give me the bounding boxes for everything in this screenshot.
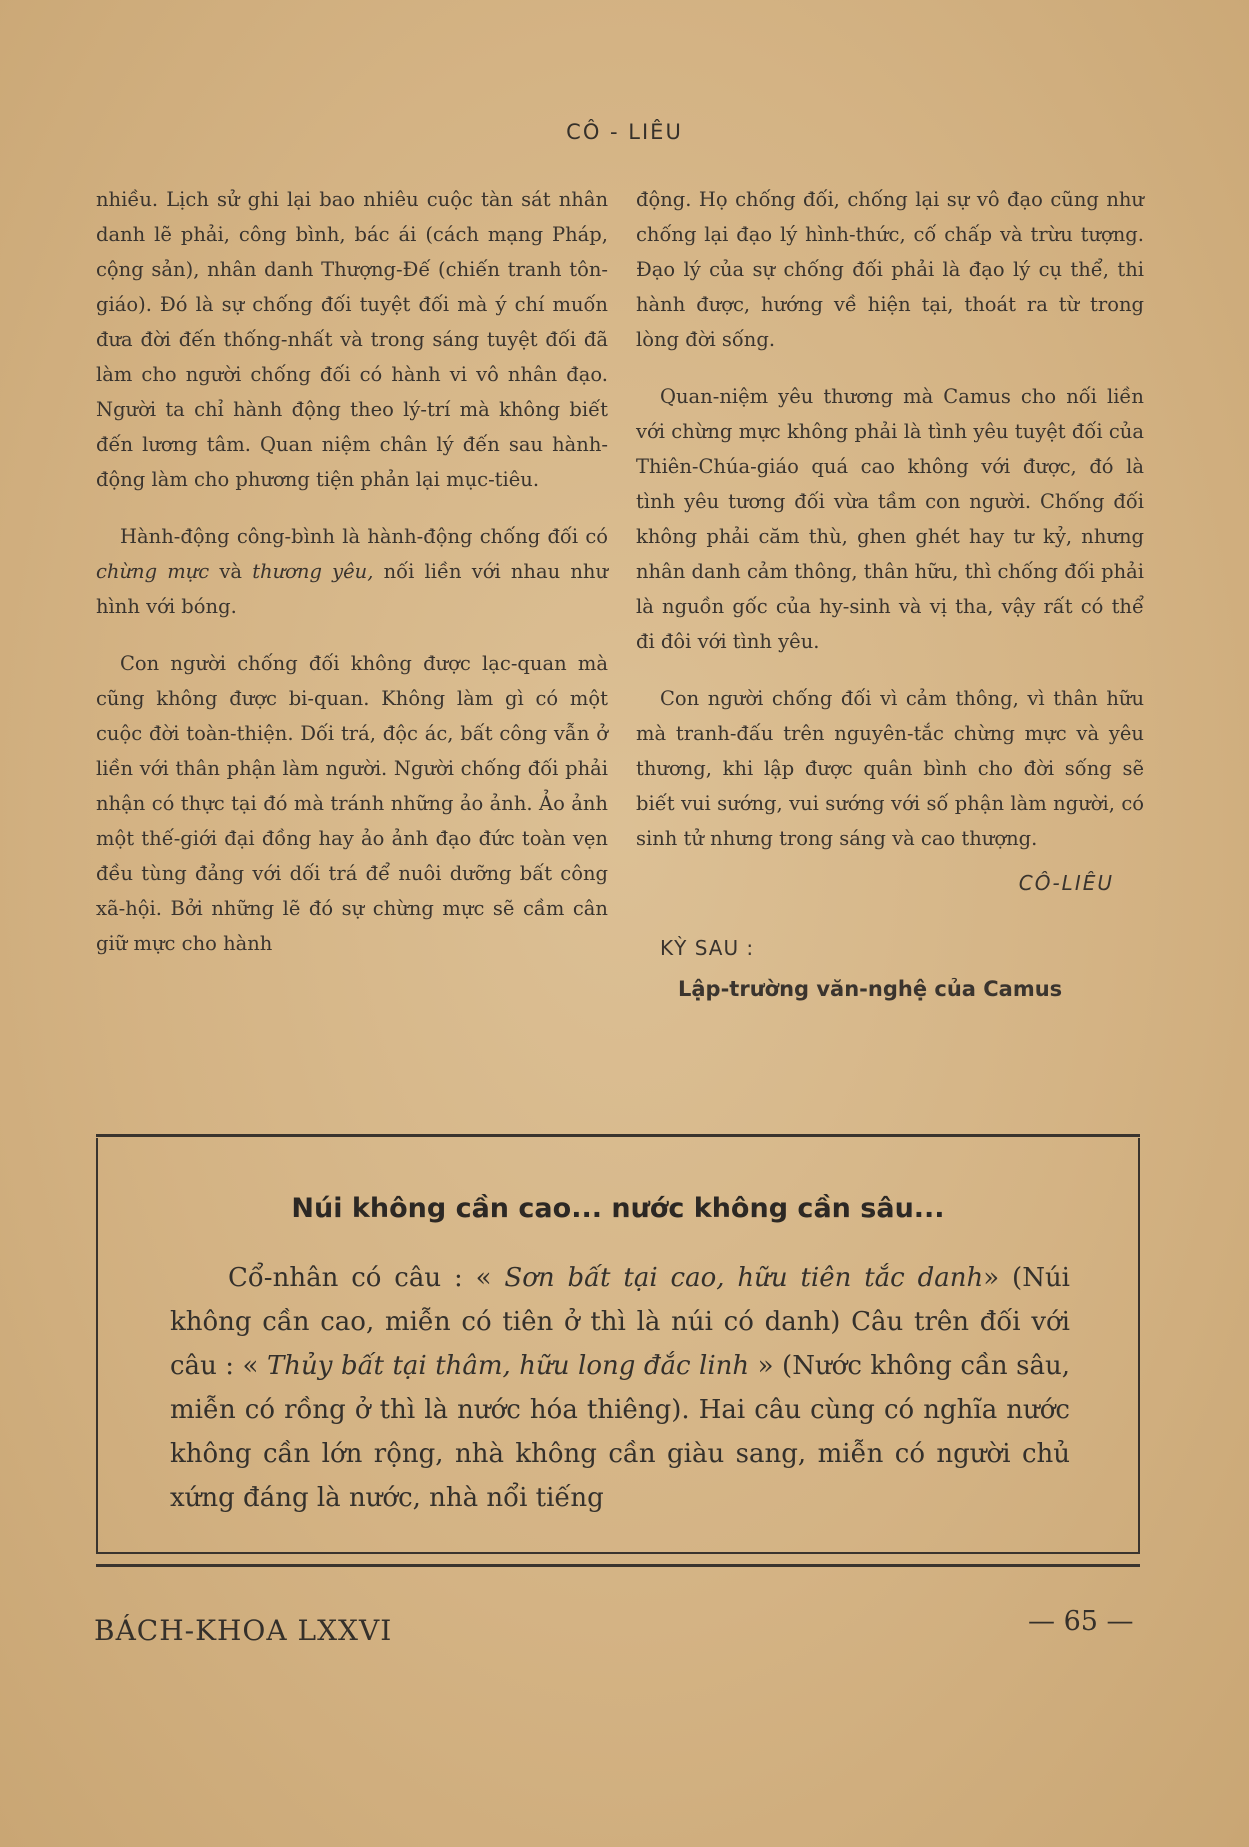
paragraph: Con người chống đối không được lạc-quan mà cũng không được bi-quan. Không làm gì có một cuộc đời toàn-thiện. Dối trá, độc ác, bất công vẫn ở liền với thân phận làm người. Người chống đối phải nhận có thực tại đó mà tránh những ảo ảnh. Ảo ảnh một thế-giới đại đồng hay ảo ảnh đạo đức toàn vẹn đều tùng đảng với dối trá để nuôi dưỡng bất công xã-hội. Bởi những lẽ đó sự chừng mực sẽ cầm cân giữ mực cho hành <box>96 652 608 955</box>
paragraph: Con người chống đối vì cảm thông, vì thân hữu mà tranh-đấu trên nguyên-tắc chừng mực và yêu thương, khi lập được quân bình cho đời sống sẽ biết vui sướng, vui sướng với số phận làm người, có sinh tử nhưng trong sáng và cao thượng. <box>636 687 1144 850</box>
boxed-note <box>96 1138 1140 1554</box>
next-issue-label: KỲ SAU : <box>660 936 755 960</box>
next-issue-title: Lập-trường văn-nghệ của Camus <box>678 977 1063 1001</box>
box-text-segment: » (Nước không cần sâu, miễn có rồng ở thì là nước hóa thiêng). Hai câu cùng có nghĩa nước không cần lớn rộng, nhà không cần giàu sang, miễn có người chủ xứng đáng là nước, nhà nổi tiếng <box>170 1351 1070 1513</box>
running-header: CÔ - LIÊU <box>566 120 683 144</box>
magazine-name: BÁCH-KHOA LXXVI <box>94 1614 393 1647</box>
emphasis: thương yêu, <box>252 560 374 583</box>
box-text-segment: Cổ-nhân có câu : « <box>228 1263 492 1293</box>
box-text-segment: » (Núi không cần cao, miễn có tiên ở thì là núi có danh) Câu trên đối với câu : « <box>170 1263 1070 1381</box>
emphasis: chừng mực <box>96 560 210 583</box>
emphasis: Thủy bất tại thâm, hữu long đắc linh <box>266 1351 750 1381</box>
paragraph <box>96 519 608 624</box>
divider <box>96 1134 1140 1137</box>
box-text <box>170 1256 1070 1520</box>
emphasis: Sơn bất tại cao, hữu tiên tắc danh <box>504 1263 984 1293</box>
divider <box>96 1564 1140 1567</box>
page-number: — 65 — <box>1028 1606 1134 1637</box>
paragraph: Quan-niệm yêu thương mà Camus cho nối liền với chừng mực không phải là tình yêu tuyệt đối của Thiên-Chúa-giáo quá cao không với được, đó là tình yêu tương đối vừa tầm con người. Chống đối không phải căm thù, ghen ghét hay tư kỷ, nhưng nhân danh cảm thông, thân hữu, thì chống đối phải là nguồn gốc của hy-sinh và vị tha, vậy rất có thể đi đôi với tình yêu. <box>636 385 1144 653</box>
paragraph-text: nối liền với nhau như hình với bóng. <box>96 560 608 618</box>
author-signature: CÔ-LIÊU <box>1018 871 1114 895</box>
paragraph-text: Hành-động công-bình là hành-động chống đối có <box>120 525 608 548</box>
paragraph: nhiều. Lịch sử ghi lại bao nhiêu cuộc tàn sát nhân danh lẽ phải, công bình, bác ái (cách mạng Pháp, cộng sản), nhân danh Thượng-Đế (chiến tranh tôn-giáo). Đó là sự chống đối tuyệt đối mà ý chí muốn đưa đời đến thống-nhất và trong sáng tuyệt đối đã làm cho người chống đối có hành vi vô nhân đạo. Người ta chỉ hành động theo lý-trí mà không biết đến lương tâm. Quan niệm chân lý đến sau hành-động làm cho phương tiện phản lại mục-tiêu. <box>96 188 608 491</box>
paragraph-text: và <box>219 560 243 583</box>
right-column <box>636 182 1144 1007</box>
left-column <box>96 182 608 983</box>
paragraph: động. Họ chống đối, chống lại sự vô đạo cũng như chống lại đạo lý hình-thức, cố chấp và trừu tượng. Đạo lý của sự chống đối phải là đạo lý cụ thể, thi hành được, hướng về hiện tại, thoát ra từ trong lòng đời sống. <box>636 188 1144 351</box>
box-title: Núi không cần cao... nước không cần sâu... <box>291 1193 945 1224</box>
